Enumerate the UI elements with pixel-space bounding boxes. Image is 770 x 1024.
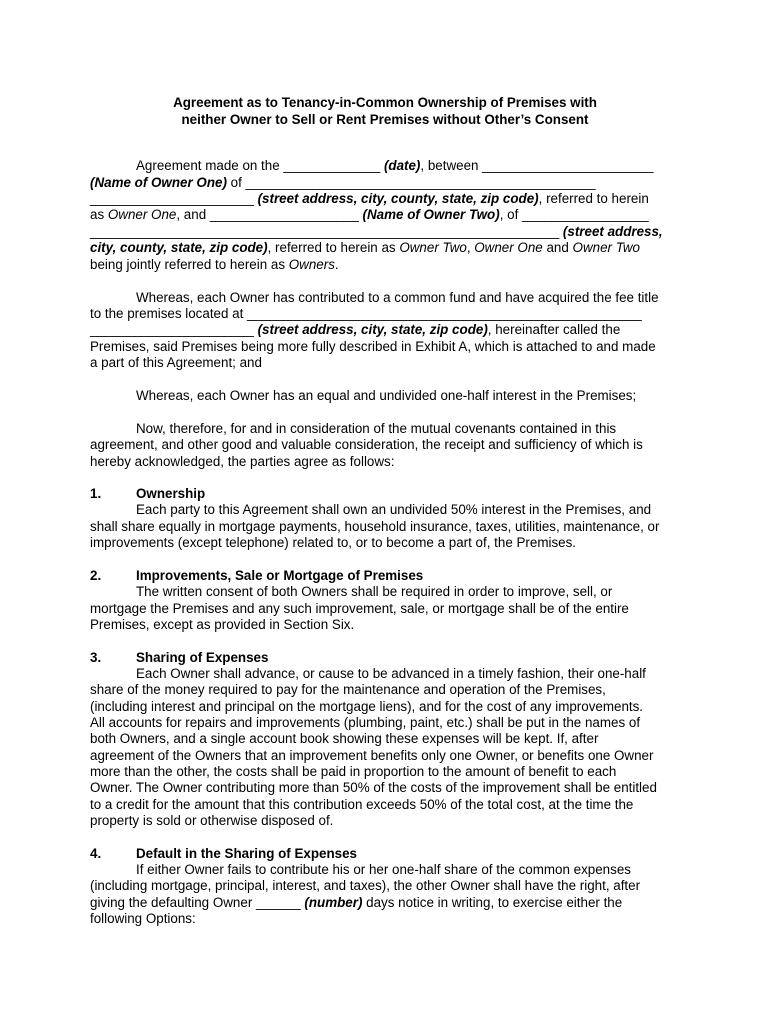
section-1-heading: Ownership (136, 486, 206, 501)
whereas2-line: Whereas, each Owner has an equal and undivided one-half interest in the Premises; (136, 388, 637, 403)
section-3-line-6: agreement of the Owners that an improvement benefits only one Owner, or benefits one Owner (90, 748, 654, 763)
whereas1-line-3 (90, 322, 620, 338)
intro-line-3 (90, 191, 649, 207)
intro-text: and (542, 240, 573, 255)
section-3-line-1: Each Owner shall advance, or cause to be advanced in a timely fashion, their one-half (136, 666, 646, 681)
intro-text: . (334, 257, 339, 272)
section-1-line-3: improvements (except telephone) related to, or to become a part of, the Premises. (90, 535, 577, 550)
date-field: (date) (383, 158, 421, 173)
intro-text: Agreement made on the _____________ (136, 158, 381, 173)
section-4-text: giving the defaulting Owner ______ (90, 895, 305, 910)
intro-text: , between _______________________ (420, 158, 654, 173)
section-1-number: 1. (90, 486, 102, 501)
section-4-line-3 (90, 895, 622, 911)
now-line-2: agreement, and other good and valuable consideration, the receipt and sufficiency of which is (90, 437, 643, 452)
intro-text: , (466, 240, 475, 255)
intro-line-1 (136, 158, 653, 174)
section-2-number: 2. (90, 568, 102, 583)
section-3-line-4: All accounts for repairs and improvements (plumbing, paint, etc.) shall be put in the names of (90, 715, 641, 730)
owner-two-name-field: (Name of Owner Two) (362, 207, 500, 222)
now-line-3: hereby acknowledged, the parties agree as follows: (90, 454, 395, 469)
intro-line-4 (90, 207, 649, 223)
blank-line: ______________________ (90, 322, 254, 337)
section-2-line-3: Premises, except as provided in Section Six. (90, 617, 355, 632)
section-3-line-5: both Owners, and a single account book showing these expenses will be kept. If, after (90, 731, 599, 746)
section-3-line-3: (including interest and principal on the mortgage liens), and for the cost of any improvements. (90, 699, 644, 714)
section-4-line-4: following Options: (90, 911, 196, 926)
section-4-line-2: (including mortgage, principal, interest, and taxes), the other Owner shall have the right, after (90, 878, 641, 893)
owner-two-address-field: (street address, (562, 224, 663, 239)
whereas1-line-1: Whereas, each Owner has contributed to a common fund and have acquired the fee title (136, 290, 659, 305)
owner-two-term: Owner Two (572, 240, 641, 255)
whereas1-line-4: Premises, said Premises being more fully described in Exhibit A, which is attached to and made (90, 339, 656, 354)
section-4-heading: Default in the Sharing of Expenses (136, 846, 357, 861)
section-4-number: 4. (90, 846, 102, 861)
intro-line-7 (90, 257, 339, 273)
intro-text: , of _________________ (499, 207, 649, 222)
section-4-text: days notice in writing, to exercise either the (362, 895, 623, 910)
owner-one-term: Owner One (474, 240, 543, 255)
intro-text: , referred to herein as (267, 240, 400, 255)
whereas-text: , hereinafter called the (487, 322, 621, 337)
intro-line-2 (90, 175, 596, 191)
intro-text: of _______________________________________________ (226, 175, 596, 190)
section-1-line-2: shall share equally in mortgage payments, household insurance, taxes, utilities, maintenance, or (90, 519, 660, 534)
owner-one-term: Owner One (107, 207, 177, 222)
intro-line-5 (90, 224, 663, 240)
section-3-line-8: Owner. The Owner contributing more than 50% of the costs of the improvement shall be entitled (90, 780, 657, 795)
blank-line: _______________________________________________________________ (90, 224, 560, 239)
owner-two-address-field-cont: city, county, state, zip code) (90, 240, 268, 255)
intro-line-6 (90, 240, 640, 256)
intro-text: , referred to herein (538, 191, 649, 206)
owners-term: Owners (288, 257, 335, 272)
owner-two-term: Owner Two (399, 240, 467, 255)
title-line-1: Agreement as to Tenancy-in-Common Ownership of Premises with (173, 95, 597, 110)
section-3-heading: Sharing of Expenses (136, 650, 269, 665)
section-3-line-10: property is sold or otherwise disposed of. (90, 813, 334, 828)
document-title (0, 94, 770, 128)
section-3-line-7: more than the other, the costs shall be paid in proportion to the amount of benefit to each (90, 764, 617, 779)
whereas1-line-2: to the premises located at _____________________________________________________ (90, 306, 642, 321)
section-4-line-1: If either Owner fails to contribute his or her one-half share of the common expenses (136, 862, 631, 877)
section-2-line-2: mortgage the Premises and any such improvement, sale, or mortgage shall be of the entire (90, 601, 629, 616)
premises-address-field: (street address, city, state, zip code) (257, 322, 488, 337)
section-1-line-1: Each party to this Agreement shall own an undivided 50% interest in the Premises, and (136, 502, 652, 517)
intro-text: as (90, 207, 108, 222)
owner-one-name-field: (Name of Owner One) (90, 175, 227, 190)
section-2-heading: Improvements, Sale or Mortgage of Premises (136, 568, 424, 583)
section-3-line-9: to a credit for the amount that this contribution exceeds 50% of the total cost, at the time the (90, 797, 634, 812)
intro-text: being jointly referred to herein as (90, 257, 289, 272)
section-3-number: 3. (90, 650, 102, 665)
now-line-1: Now, therefore, for and in consideration of the mutual covenants contained in this (136, 421, 617, 436)
intro-text: , and ____________________ (176, 207, 359, 222)
owner-one-address-field: (street address, city, county, state, zip code) (257, 191, 539, 206)
title-line-2: neither Owner to Sell or Rent Premises without Other’s Consent (181, 112, 589, 127)
whereas1-line-5: a part of this Agreement; and (90, 355, 262, 370)
blank-line: ______________________ (90, 191, 254, 206)
section-2-line-1: The written consent of both Owners shall be required in order to improve, sell, or (136, 584, 613, 599)
section-3-line-2: share of the money required to pay for the maintenance and operation of the Premises, (90, 682, 606, 697)
notice-days-field: (number) (304, 895, 363, 910)
